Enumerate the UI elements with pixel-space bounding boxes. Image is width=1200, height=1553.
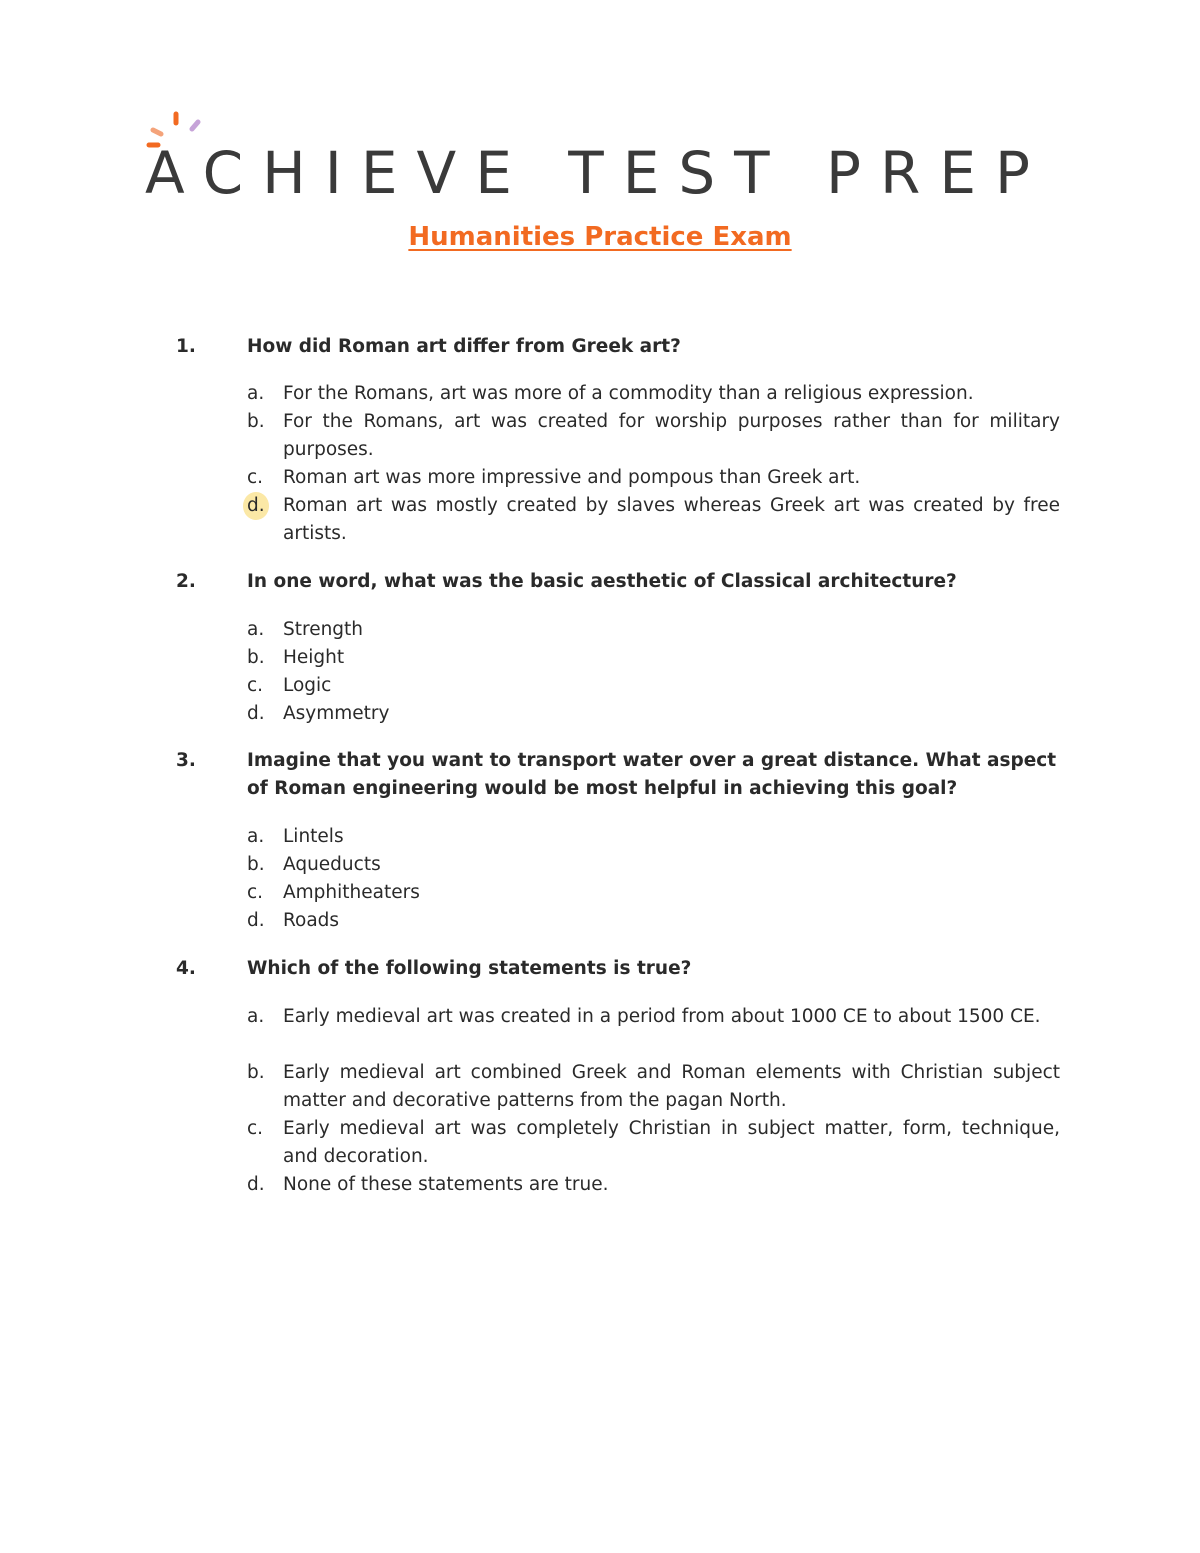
question-number: 1. (176, 336, 196, 357)
question-text: Imagine that you want to transport water over a great distance. What aspect of Roman engineering would be most helpful in achieving this goal? (247, 750, 1057, 799)
option-letter: c. (247, 467, 264, 488)
question-text: In one word, what was the basic aesthetic of Classical architecture? (247, 571, 957, 592)
option-letter: c. (247, 1118, 264, 1139)
option-text: Early medieval art was created in a period from about 1000 CE to about 1500 CE. (283, 1006, 1041, 1027)
option-letter: a. (247, 1006, 265, 1027)
option-text: For the Romans, art was created for worship purposes rather than for military purposes. (283, 411, 1060, 460)
question-text: Which of the following statements is true? (247, 958, 692, 979)
option-text: Early medieval art combined Greek and Roman elements with Christian subject matter and decorative patterns from the pagan North. (283, 1062, 1060, 1111)
question-text: How did Roman art differ from Greek art? (247, 336, 681, 357)
option-text: Asymmetry (283, 703, 390, 724)
option-text: Strength (283, 619, 364, 640)
option-text: For the Romans, art was more of a commodity than a religious expression. (283, 383, 974, 404)
option-letter: a. (247, 826, 265, 847)
question-number: 2. (176, 571, 196, 592)
option-letter: b. (247, 647, 265, 668)
option-text: Aqueducts (283, 854, 381, 875)
option-letter: a. (247, 383, 265, 404)
option-text: Early medieval art was completely Christian in subject matter, form, technique, and decoration. (283, 1118, 1060, 1167)
option-text: Roads (283, 910, 340, 931)
option-text: Roman art was mostly created by slaves whereas Greek art was created by free artists. (283, 495, 1060, 544)
option-letter: a. (247, 619, 265, 640)
brand-logo (145, 108, 1075, 207)
option-letter: c. (247, 675, 264, 696)
option-text: Logic (283, 675, 332, 696)
option-text: Roman art was more impressive and pompous than Greek art. (283, 467, 861, 488)
option-letter: d. (247, 910, 265, 931)
option-letter: b. (247, 854, 265, 875)
option-letter: b. (247, 1062, 265, 1083)
option-letter: d. (247, 703, 265, 724)
option-letter: d. (247, 1174, 265, 1195)
option-text: Amphitheaters (283, 882, 420, 903)
question-number: 4. (176, 958, 196, 979)
option-text: Height (283, 647, 345, 668)
question-number: 3. (176, 750, 196, 771)
option-text: Lintels (283, 826, 344, 847)
page-title: Humanities Practice Exam (408, 222, 792, 252)
highlighted-answer-letter: d. (243, 492, 269, 520)
logo-wordmark: ACHIEVE TEST PREP (145, 139, 1049, 207)
option-text: None of these statements are true. (283, 1174, 609, 1195)
option-letter: b. (247, 411, 265, 432)
option-letter: c. (247, 882, 264, 903)
